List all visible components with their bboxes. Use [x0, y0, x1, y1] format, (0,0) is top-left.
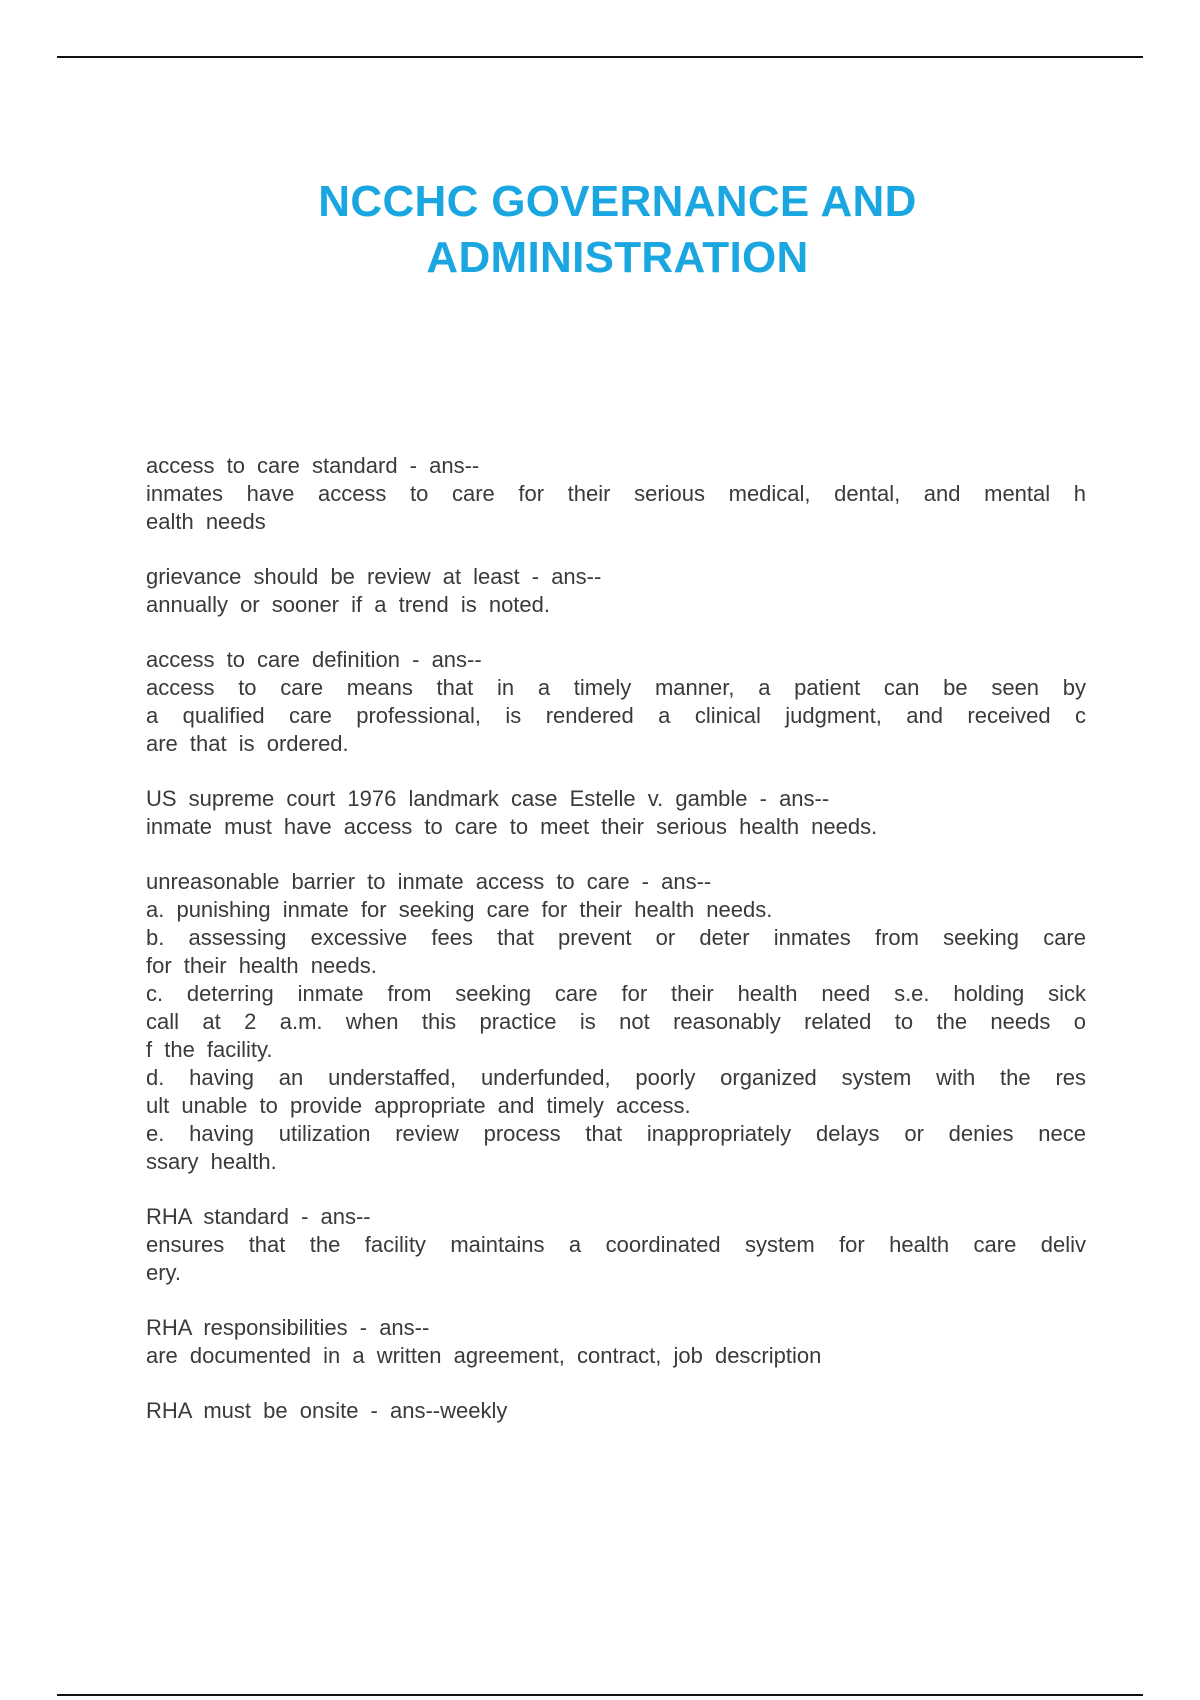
question-line: access to care standard - ans--	[146, 453, 480, 478]
question-line: unreasonable barrier to inmate access to care - ans--	[146, 869, 712, 894]
answer-line: inmates have access to care for their serious medical, dental, and mental h	[146, 481, 1086, 506]
answer-line: a. punishing inmate for seeking care for their health needs.	[146, 897, 773, 922]
question-line: RHA must be onsite - ans--weekly	[146, 1398, 508, 1423]
answer-line: ssary health.	[146, 1149, 277, 1174]
question-line: access to care definition - ans--	[146, 647, 482, 672]
qa-entry-unreasonable-barrier	[146, 868, 1086, 1176]
answer-line: are documented in a written agreement, contract, job description	[146, 1343, 822, 1368]
question-line: RHA standard - ans--	[146, 1204, 371, 1229]
bottom-rule	[57, 1694, 1143, 1696]
title-line-1: NCCHC GOVERNANCE AND	[318, 177, 917, 226]
answer-line: ery.	[146, 1260, 182, 1285]
answer-line: inmate must have access to care to meet their serious health needs.	[146, 814, 878, 839]
qa-entry-access-to-care-standard	[146, 452, 1086, 536]
answer-line: c. deterring inmate from seeking care for their health need s.e. holding sick	[146, 981, 1086, 1006]
answer-line: ealth needs	[146, 509, 266, 534]
answer-line: ensures that the facility maintains a coordinated system for health care deliv	[146, 1232, 1086, 1257]
answer-line: d. having an understaffed, underfunded, poorly organized system with the res	[146, 1065, 1086, 1090]
answer-line: are that is ordered.	[146, 731, 349, 756]
answer-line: f the facility.	[146, 1037, 273, 1062]
top-rule	[57, 56, 1143, 58]
qa-entry-access-to-care-definition	[146, 646, 1086, 758]
question-line: US supreme court 1976 landmark case Estelle v. gamble - ans--	[146, 786, 830, 811]
answer-line: call at 2 a.m. when this practice is not reasonably related to the needs o	[146, 1009, 1086, 1034]
qa-list	[146, 452, 1086, 1452]
qa-entry-rha-standard	[146, 1203, 1086, 1287]
answer-line: e. having utilization review process that inappropriately delays or denies nece	[146, 1121, 1086, 1146]
qa-entry-estelle-v-gamble	[146, 785, 1086, 841]
qa-entry-rha-responsibilities	[146, 1314, 1086, 1370]
title-line-2: ADMINISTRATION	[426, 233, 809, 282]
answer-line: access to care means that in a timely manner, a patient can be seen by	[146, 675, 1086, 700]
document-title	[100, 174, 1135, 286]
question-line: grievance should be review at least - ans--	[146, 564, 602, 589]
answer-line: for their health needs.	[146, 953, 377, 978]
answer-line: b. assessing excessive fees that prevent or deter inmates from seeking care	[146, 925, 1086, 950]
qa-entry-rha-onsite	[146, 1397, 1086, 1425]
answer-line: ult unable to provide appropriate and timely access.	[146, 1093, 691, 1118]
qa-entry-grievance-review	[146, 563, 1086, 619]
question-line: RHA responsibilities - ans--	[146, 1315, 430, 1340]
answer-line: annually or sooner if a trend is noted.	[146, 592, 551, 617]
answer-line: a qualified care professional, is rendered a clinical judgment, and received c	[146, 703, 1086, 728]
